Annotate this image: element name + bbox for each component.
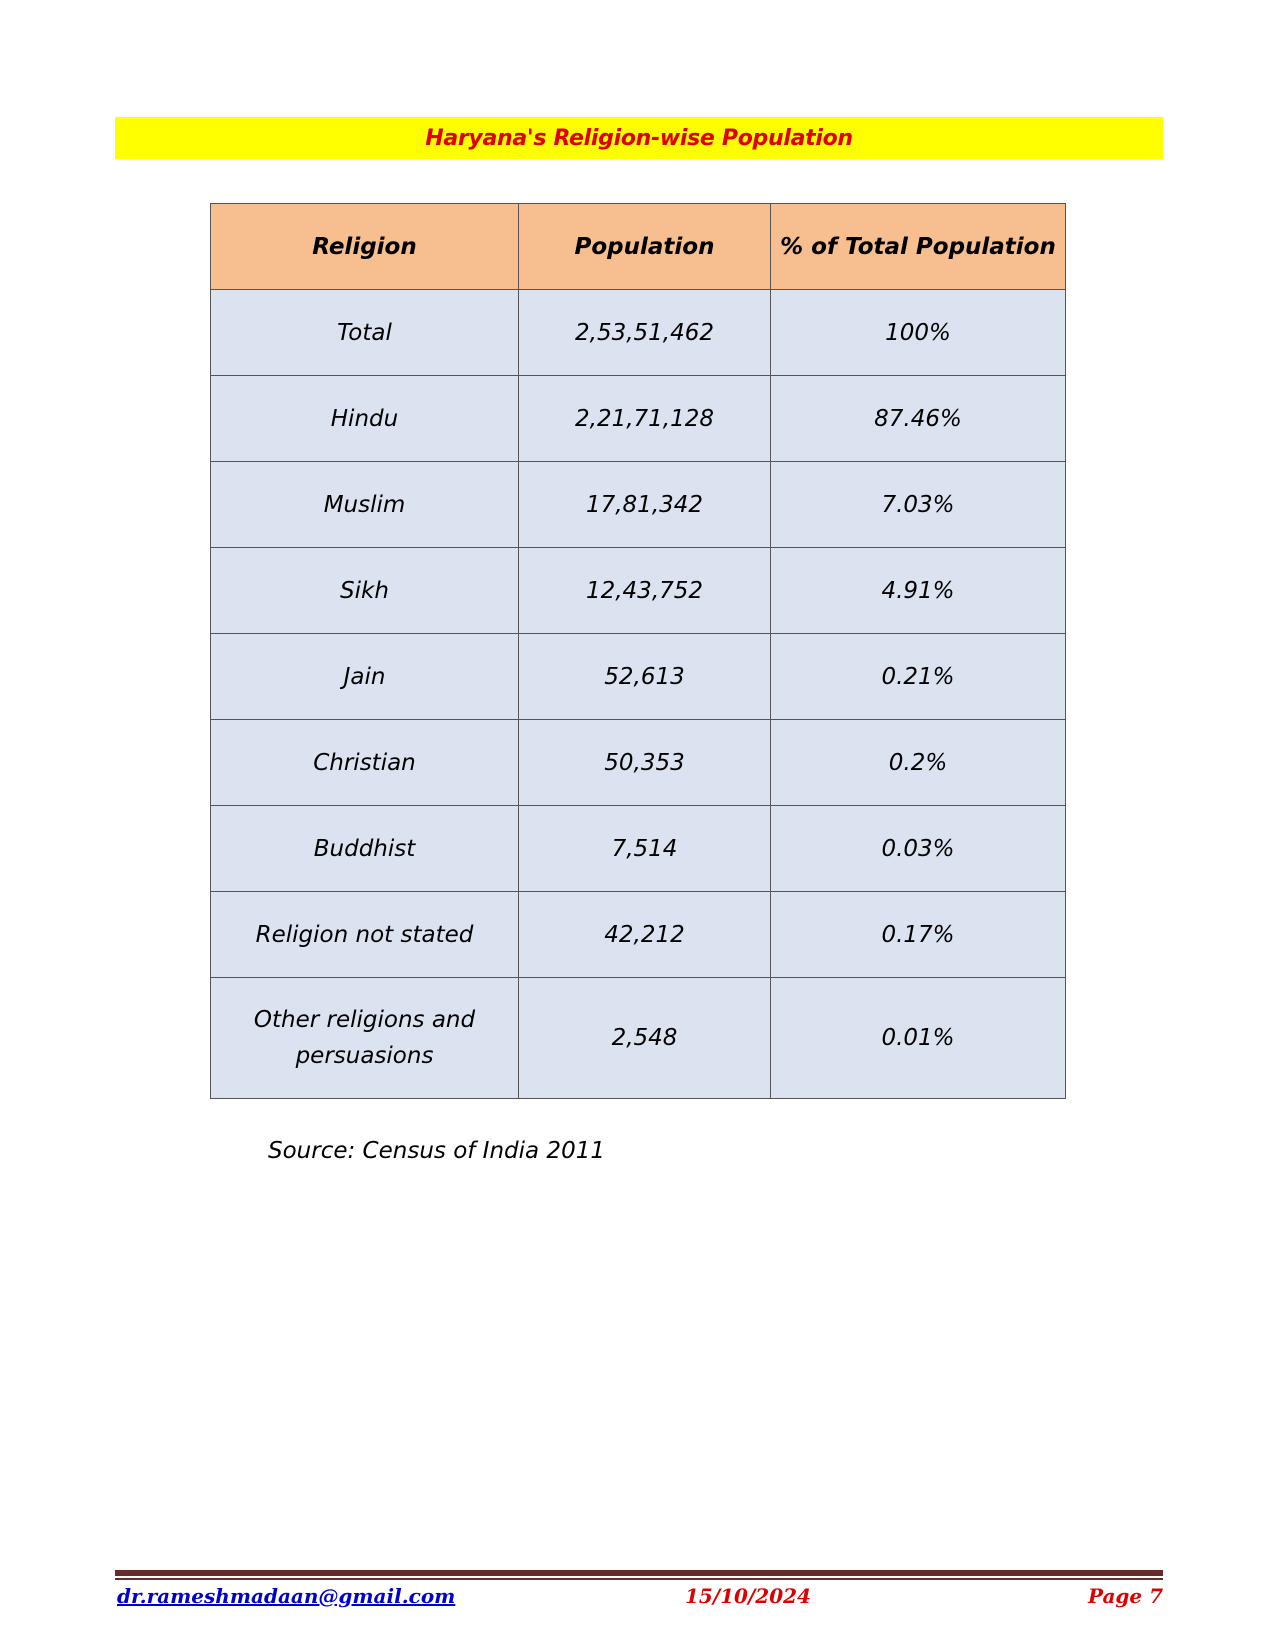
title-band [115,117,1163,159]
population-cell: 2,21,71,128 [519,376,771,462]
percent-cell: 0.01% [771,978,1066,1099]
percent-cell: 100% [771,290,1066,376]
population-cell: 17,81,342 [519,462,771,548]
religion-cell: Hindu [211,376,519,462]
percent-cell: 0.2% [771,720,1066,806]
footer-rule-thin [115,1578,1163,1580]
table-row [211,634,1066,720]
religion-table [210,203,1066,1099]
religion-cell: Christian [211,720,519,806]
religion-cell: Jain [211,634,519,720]
source-note: Source: Census of India 2011 [268,1138,605,1164]
header-percent: % of Total Population [771,204,1066,290]
header-population: Population [519,204,771,290]
religion-cell [211,978,519,1099]
table-row [211,376,1066,462]
footer-date: 15/10/2024 [685,1584,811,1608]
percent-cell: 4.91% [771,548,1066,634]
page-title: Haryana's Religion-wise Population [425,125,853,151]
population-cell: 42,212 [519,892,771,978]
table-row [211,720,1066,806]
population-cell: 7,514 [519,806,771,892]
religion-cell: Muslim [211,462,519,548]
percent-cell: 0.21% [771,634,1066,720]
religion-cell-text: Other religions and persuasions [253,1007,476,1069]
footer-rule-thick [115,1570,1163,1576]
population-cell: 12,43,752 [519,548,771,634]
table-row [211,806,1066,892]
footer-email-link[interactable]: dr.rameshmadaan@gmail.com [117,1584,456,1608]
table-row [211,290,1066,376]
table-header-row [211,204,1066,290]
religion-cell: Buddhist [211,806,519,892]
population-cell: 2,548 [519,978,771,1099]
table-row [211,462,1066,548]
population-cell: 2,53,51,462 [519,290,771,376]
population-cell: 50,353 [519,720,771,806]
footer-page-number: Page 7 [1087,1584,1163,1608]
table-row [211,978,1066,1099]
religion-cell: Sikh [211,548,519,634]
table-row [211,548,1066,634]
percent-cell: 87.46% [771,376,1066,462]
religion-cell: Total [211,290,519,376]
population-cell: 52,613 [519,634,771,720]
table-row [211,892,1066,978]
percent-cell: 7.03% [771,462,1066,548]
religion-cell: Religion not stated [211,892,519,978]
percent-cell: 0.03% [771,806,1066,892]
page-footer [115,1584,1163,1614]
percent-cell: 0.17% [771,892,1066,978]
header-religion: Religion [211,204,519,290]
